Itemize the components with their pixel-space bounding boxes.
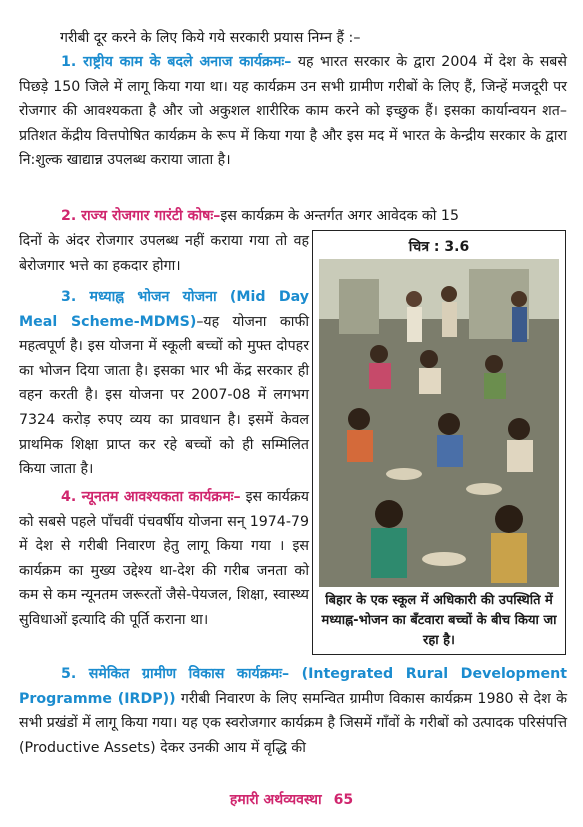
figure-caption: बिहार के एक स्कूल में अधिकारी की उपस्थिति में मध्याह्न-भोजन का बँटवारा बच्चों के बीच किया जा रहा है। <box>321 593 557 648</box>
section-5-heading: 5. समेकित ग्रामीण विकास कार्यक्रमः– <box>61 666 290 682</box>
section-4-heading: 4. न्यूनतम आवश्यकता कार्यक्रमः– <box>61 489 241 505</box>
section-1-body: यह भारत सरकार के द्वारा 2004 में देश के सबसे पिछड़े 150 जिले में लागू किया गया था। यह कार्यक्रम उन सभी ग्रामीण गरीबों के लिए हैं, जिन्हें मजदूरी पर रोजगार की आवश्यकता है और जो अकुशल शारीरिक काम करने को इच्छुक हैं। इसका कार्यान्वयन शत–प्रतिशत केंद्रीय वित्तपोषित कार्यक्रम के रूप में किया गया है और इस मद में भारत के केन्द्रीय सरकार के द्वारा नि:शुल्क खाद्यान्न उपलब्ध कराया जाता है। <box>19 54 567 169</box>
figure-box <box>312 230 566 655</box>
section-5-body: गरीबी निवारण के लिए समन्वित ग्रामीण विकास कार्यक्रम 1980 से देश के सभी प्रखंडों में लागू किया गया। यह एक स्वरोजगार कार्यक्रम है जिसमें गाँवों के गरीबों को उत्पादक परिसंपत्ति (Productive Assets) देकर उनकी आय में वृद्धि की <box>19 690 567 756</box>
section-2-heading: 2. राज्य रोजगार गारंटी कोषः– <box>61 208 221 224</box>
footer-book-title: हमारी अर्थव्यवस्था <box>229 792 322 808</box>
section-4 <box>19 485 309 633</box>
section-1 <box>19 50 567 173</box>
section-5 <box>19 662 567 760</box>
section-2-body-b: दिनों के अंदर रोजगार उपलब्ध नहीं कराया गया तो वह बेरोजगार भत्ते का हकदार होगा। <box>19 233 309 274</box>
intro-text: गरीबी दूर करने के लिए किये गये सरकारी प्रयास निम्न हैं :– <box>60 30 361 46</box>
section-3 <box>19 285 309 482</box>
page-footer <box>0 790 583 809</box>
footer-page-number: 65 <box>333 792 354 808</box>
section-5-heading-english: (Integrated Rural Development Programme (IRDP)) <box>19 666 567 707</box>
section-3-body: –यह योजना काफी महत्वपूर्ण है। इस योजना में स्कूली बच्चों को मुफ्त दोपहर का भोजन दिया जाता है। इसका भार भी केंद्र सरकार ही वहन करती है। इस योजना पर 2007-08 में लगभग 7324 करोड़ रुपए व्यय का प्रावधान है। इसमें केवल प्राथमिक शिक्षा प्राप्त कर रहे बच्चों को ही सम्मिलित किया जाता है। <box>19 313 309 478</box>
figure-photo <box>319 259 559 587</box>
school-meal-photo <box>319 259 559 587</box>
section-2-body-a: इस कार्यक्रम के अन्तर्गत अगर आवेदक को 15 <box>220 208 459 224</box>
section-3-heading: 3. मध्याह्न भोजन योजना (Mid Day Meal Scheme-MDMS) <box>19 289 309 330</box>
section-4-body: इस कार्यक्रय को सबसे पहले पाँचवीं पंचवर्षीय योजना सन् 1974-79 में देश से गरीबी निवारण हेतु लागू किया गया । इस कार्यक्रम का मुख्य उद्देश्य था-देश की गरीब जनता को कम से कम न्यूनतम जरूरतों जैसे-पेयजल, शिक्षा, स्वास्थ्य सुविधाओं इत्यादि की पूर्ति कराना था। <box>19 489 309 628</box>
figure-title: चित्र : 3.6 <box>408 239 470 255</box>
section-1-heading: 1. राष्ट्रीय काम के बदले अनाज कार्यक्रमः– <box>61 54 292 70</box>
section-2-line-1 <box>19 204 567 229</box>
